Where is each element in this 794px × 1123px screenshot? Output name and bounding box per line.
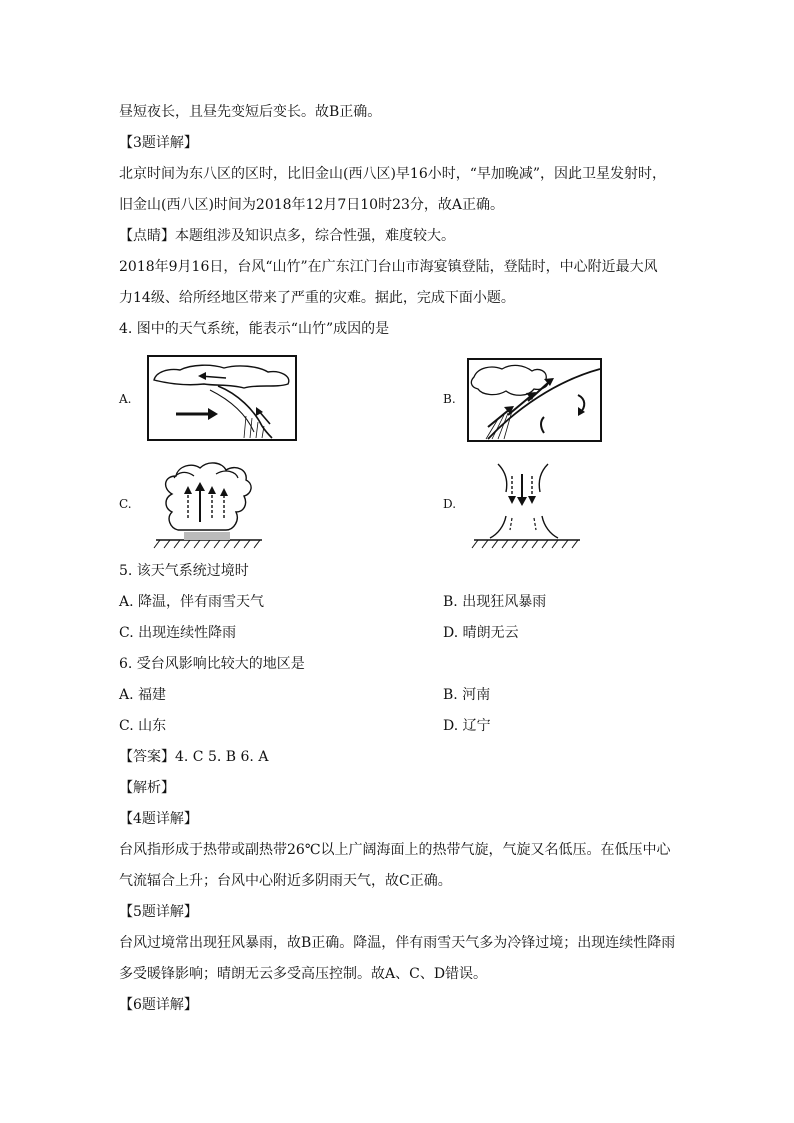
text-line: 气流辐合上升；台风中心附近多阴雨天气，故C正确。: [119, 873, 452, 889]
figure-a-label: A.: [119, 392, 132, 406]
q5-option-c[interactable]: C. 出现连续性降雨: [119, 625, 237, 641]
q6-option-b[interactable]: B. 河南: [443, 687, 491, 703]
figure-b-cold-front: [466, 357, 603, 443]
q6-option-a[interactable]: A. 福建: [119, 687, 167, 703]
question-5: 5. 该天气系统过境时: [119, 563, 249, 579]
section-heading: 【6题详解】: [119, 997, 198, 1013]
text-line: 台风过境常出现狂风暴雨，故B正确。降温，伴有雨雪天气多为冷锋过境；出现连续性降雨: [119, 935, 676, 951]
figure-d-label: D.: [443, 497, 457, 511]
text-line: 力14级、给所经地区带来了严重的灾难。据此，完成下面小题。: [119, 290, 515, 306]
text-line: 旧金山(西八区)时间为2018年12月7日10时23分，故A正确。: [119, 197, 505, 213]
q5-option-d[interactable]: D. 晴朗无云: [443, 625, 519, 641]
figure-d-anticyclone: [470, 458, 582, 550]
text-line: 多受暖锋影响；晴朗无云多受高压控制。故A、C、D错误。: [119, 966, 488, 982]
text-line: 2018年9月16日，台风“山竹”在广东江门台山市海宴镇登陆，登陆时，中心附近最大风: [119, 259, 658, 275]
answer-line: 【答案】4. C 5. B 6. A: [119, 749, 269, 765]
text-line: 台风指形成于热带或副热带26℃以上广阔海面上的热带气旋，气旋又名低压。在低压中心: [119, 842, 671, 858]
figure-c-label: C.: [119, 497, 132, 511]
tip-line: 【点睛】本题组涉及知识点多，综合性强，难度较大。: [119, 228, 455, 244]
question-4: 4. 图中的天气系统，能表示“山竹”成因的是: [119, 321, 390, 337]
question-6: 6. 受台风影响比较大的地区是: [119, 656, 305, 672]
figure-a-warm-front: [146, 354, 298, 444]
q5-option-a[interactable]: A. 降温，伴有雨雪天气: [119, 594, 265, 610]
section-heading: 【3题详解】: [119, 135, 198, 151]
section-heading: 【4题详解】: [119, 811, 198, 827]
section-heading: 【5题详解】: [119, 904, 198, 920]
analysis-heading: 【解析】: [119, 780, 175, 796]
q6-option-d[interactable]: D. 辽宁: [443, 718, 491, 734]
q6-option-c[interactable]: C. 山东: [119, 718, 167, 734]
text-line: 昼短夜长，且昼先变短后变长。故B正确。: [119, 104, 382, 120]
figure-b-label: B.: [443, 392, 456, 406]
figure-c-cyclone: [150, 458, 264, 550]
q5-option-b[interactable]: B. 出现狂风暴雨: [443, 594, 547, 610]
text-line: 北京时间为东八区的区时，比旧金山(西八区)早16小时，“早加晚减”，因此卫星发射时，: [119, 166, 667, 182]
